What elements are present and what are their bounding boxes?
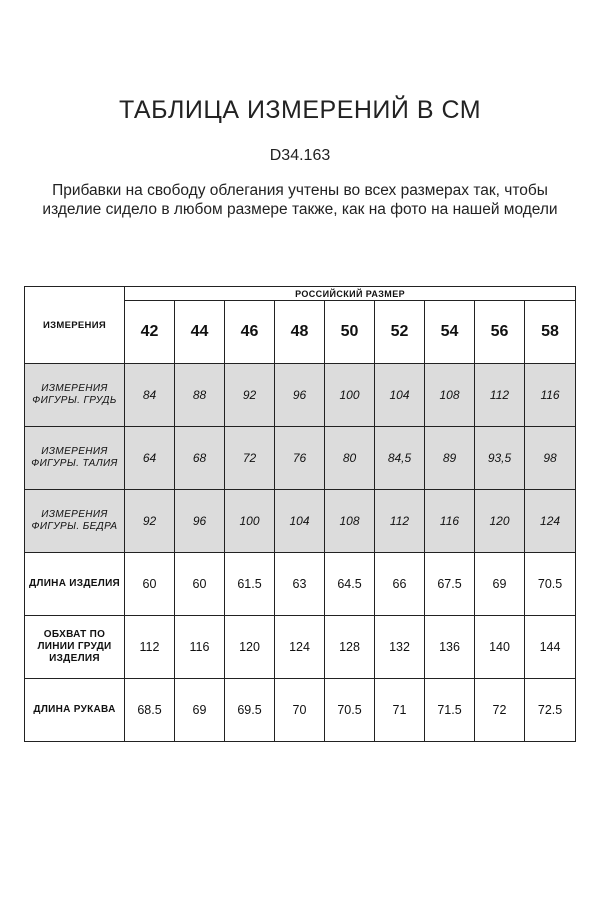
russian-size-header: РОССИЙСКИЙ РАЗМЕР [125,287,576,301]
value-cell: 132 [375,616,425,679]
value-cell: 140 [475,616,525,679]
size-header-cell: 52 [375,301,425,364]
value-cell: 69 [175,679,225,742]
size-header-cell: 48 [275,301,325,364]
value-cell: 63 [275,553,325,616]
value-cell: 69.5 [225,679,275,742]
value-cell: 64 [125,427,175,490]
row-label: ОБХВАТ ПО ЛИНИИ ГРУДИ ИЗДЕЛИЯ [25,616,125,679]
value-cell: 60 [175,553,225,616]
value-cell: 70.5 [325,679,375,742]
table-row-chest [25,364,576,427]
value-cell: 120 [475,490,525,553]
value-cell: 100 [325,364,375,427]
value-cell: 92 [125,490,175,553]
value-cell: 112 [475,364,525,427]
size-header-cell: 58 [525,301,576,364]
value-cell: 71.5 [425,679,475,742]
value-cell: 136 [425,616,475,679]
value-cell: 112 [125,616,175,679]
value-cell: 72 [225,427,275,490]
value-cell: 80 [325,427,375,490]
value-cell: 71 [375,679,425,742]
page-title: ТАБЛИЦА ИЗМЕРЕНИЙ В СМ [118,96,482,124]
value-cell: 92 [225,364,275,427]
value-cell: 124 [525,490,576,553]
row-label: ИЗМЕРЕНИЯ ФИГУРЫ. ТАЛИЯ [25,427,125,490]
value-cell: 72.5 [525,679,576,742]
value-cell: 67.5 [425,553,475,616]
table-row-garment-length [25,553,576,616]
value-cell: 61.5 [225,553,275,616]
product-code: D34.163 [269,147,331,164]
fit-note: Прибавки на свободу облегания учтены во всех размерах так, чтобы изделие сидело в любом размере также, как на фото на нашей модели [42,182,558,218]
size-header-cell: 56 [475,301,525,364]
size-table [24,286,576,742]
value-cell: 70.5 [525,553,576,616]
value-cell: 108 [425,364,475,427]
size-header-cell: 46 [225,301,275,364]
value-cell: 104 [375,364,425,427]
table-row-garment-chest [25,616,576,679]
value-cell: 66 [375,553,425,616]
value-cell: 84 [125,364,175,427]
value-cell: 100 [225,490,275,553]
size-header-cell: 42 [125,301,175,364]
value-cell: 96 [275,364,325,427]
table-row-waist [25,427,576,490]
value-cell: 104 [275,490,325,553]
value-cell: 68.5 [125,679,175,742]
value-cell: 120 [225,616,275,679]
value-cell: 116 [525,364,576,427]
value-cell: 144 [525,616,576,679]
value-cell: 93,5 [475,427,525,490]
row-label: ДЛИНА ИЗДЕЛИЯ [25,553,125,616]
value-cell: 72 [475,679,525,742]
value-cell: 89 [425,427,475,490]
value-cell: 64.5 [325,553,375,616]
value-cell: 98 [525,427,576,490]
value-cell: 124 [275,616,325,679]
value-cell: 60 [125,553,175,616]
value-cell: 68 [175,427,225,490]
value-cell: 70 [275,679,325,742]
value-cell: 69 [475,553,525,616]
size-header-cell: 54 [425,301,475,364]
value-cell: 96 [175,490,225,553]
table-row-sleeve-length [25,679,576,742]
value-cell: 116 [175,616,225,679]
size-header-cell: 50 [325,301,375,364]
row-label: ДЛИНА РУКАВА [25,679,125,742]
value-cell: 108 [325,490,375,553]
row-label: ИЗМЕРЕНИЯ ФИГУРЫ. ГРУДЬ [25,364,125,427]
value-cell: 112 [375,490,425,553]
value-cell: 116 [425,490,475,553]
size-header-cell: 44 [175,301,225,364]
table-row-hips [25,490,576,553]
measurements-header: ИЗМЕРЕНИЯ [25,287,125,364]
value-cell: 88 [175,364,225,427]
row-label: ИЗМЕРЕНИЯ ФИГУРЫ. БЕДРА [25,490,125,553]
value-cell: 128 [325,616,375,679]
value-cell: 76 [275,427,325,490]
value-cell: 84,5 [375,427,425,490]
